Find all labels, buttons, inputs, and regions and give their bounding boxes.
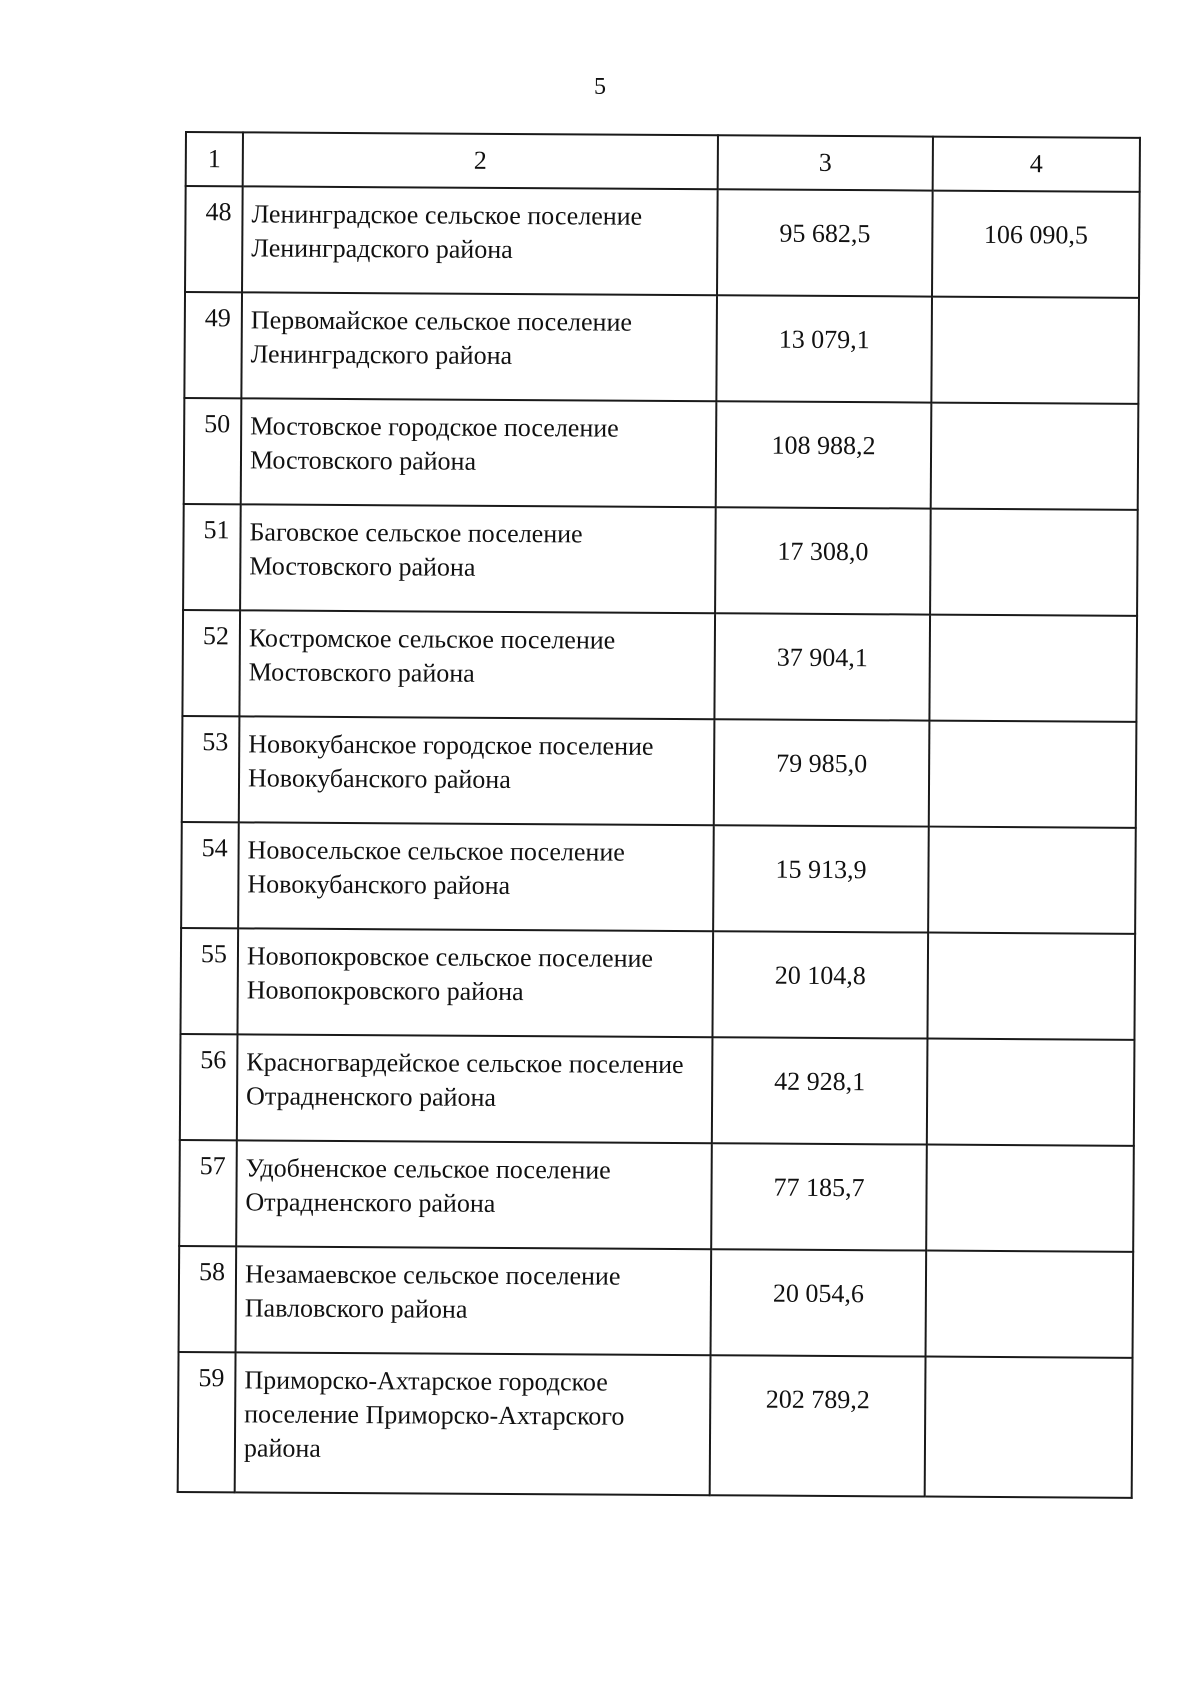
allocation-table: [177, 131, 1141, 1499]
table-row: [179, 1246, 1134, 1358]
settlement-name: Новосельское сельское поселение Новокубанского района: [238, 822, 714, 931]
column-4-value: [928, 827, 1136, 934]
column-4-value: [929, 721, 1137, 828]
amount-value: 202 789,2: [710, 1355, 926, 1496]
table-row: [182, 716, 1137, 828]
amount-value: 77 185,7: [711, 1143, 927, 1250]
row-number: 51: [183, 504, 241, 610]
row-number: 48: [185, 186, 243, 292]
settlement-name: Ленинградское сельское поселение Ленинградского района: [242, 186, 718, 295]
column-header-4: 4: [933, 137, 1140, 192]
amount-value: 79 985,0: [714, 719, 930, 826]
row-number: 55: [180, 928, 238, 1034]
column-4-value: [930, 509, 1138, 616]
amount-value: 20 104,8: [712, 931, 928, 1038]
settlement-name: Красногвардейское сельское поселение Отрадненского района: [237, 1034, 713, 1143]
amount-value: 95 682,5: [717, 189, 933, 296]
settlement-name: Новокубанское городское поселение Новокубанского района: [239, 716, 715, 825]
amount-value: 17 308,0: [715, 507, 931, 614]
amount-value: 13 079,1: [716, 295, 932, 402]
settlement-name: Удобненское сельское поселение Отрадненского района: [236, 1140, 712, 1249]
row-number: 58: [179, 1246, 237, 1352]
settlement-name: Первомайское сельское поселение Ленинградского района: [241, 292, 717, 401]
column-header-3: 3: [718, 135, 933, 190]
column-4-value: [927, 933, 1135, 1040]
row-number: 53: [182, 716, 240, 822]
row-number: 57: [179, 1140, 237, 1246]
table-row: [179, 1140, 1134, 1252]
row-number: 56: [180, 1034, 238, 1140]
table-row: [180, 928, 1135, 1040]
table-row: [180, 1034, 1135, 1146]
settlement-name: Мостовское городское поселение Мостовского района: [241, 398, 717, 507]
table-row: [181, 822, 1136, 934]
row-number: 50: [184, 398, 242, 504]
table-row: [183, 504, 1138, 616]
settlement-name: Приморско-Ахтарское городское поселение Приморско-Ахтарского района: [235, 1352, 711, 1495]
settlement-name: Новопокровское сельское поселение Новопокровского района: [237, 928, 713, 1037]
amount-value: 15 913,9: [713, 825, 929, 932]
column-4-value: [927, 1039, 1135, 1146]
row-number: 54: [181, 822, 239, 928]
amount-value: 42 928,1: [712, 1037, 928, 1144]
page-number: 5: [594, 74, 606, 100]
column-4-value: [926, 1251, 1134, 1358]
column-4-value: [925, 1357, 1133, 1498]
table-row: [184, 398, 1139, 510]
table-header-row: [186, 132, 1140, 192]
column-header-1: 1: [186, 132, 243, 186]
table-row: [182, 610, 1137, 722]
column-header-2: 2: [243, 132, 718, 189]
column-4-value: [931, 403, 1139, 510]
column-4-value: 106 090,5: [932, 191, 1140, 298]
amount-value: 37 904,1: [714, 613, 930, 720]
table-row: [185, 186, 1140, 298]
table-row: [184, 292, 1139, 404]
settlement-name: Костромское сельское поселение Мостовского района: [239, 610, 715, 719]
amount-value: 108 988,2: [716, 401, 932, 508]
amount-value: 20 054,6: [711, 1249, 927, 1356]
table-row: [178, 1352, 1133, 1498]
column-4-value: [926, 1145, 1134, 1252]
column-4-value: [931, 297, 1139, 404]
settlement-name: Незамаевское сельское поселение Павловского района: [236, 1246, 712, 1355]
column-4-value: [929, 615, 1137, 722]
row-number: 52: [182, 610, 240, 716]
settlement-name: Баговское сельское поселение Мостовского района: [240, 504, 716, 613]
row-number: 59: [178, 1352, 236, 1492]
row-number: 49: [184, 292, 242, 398]
